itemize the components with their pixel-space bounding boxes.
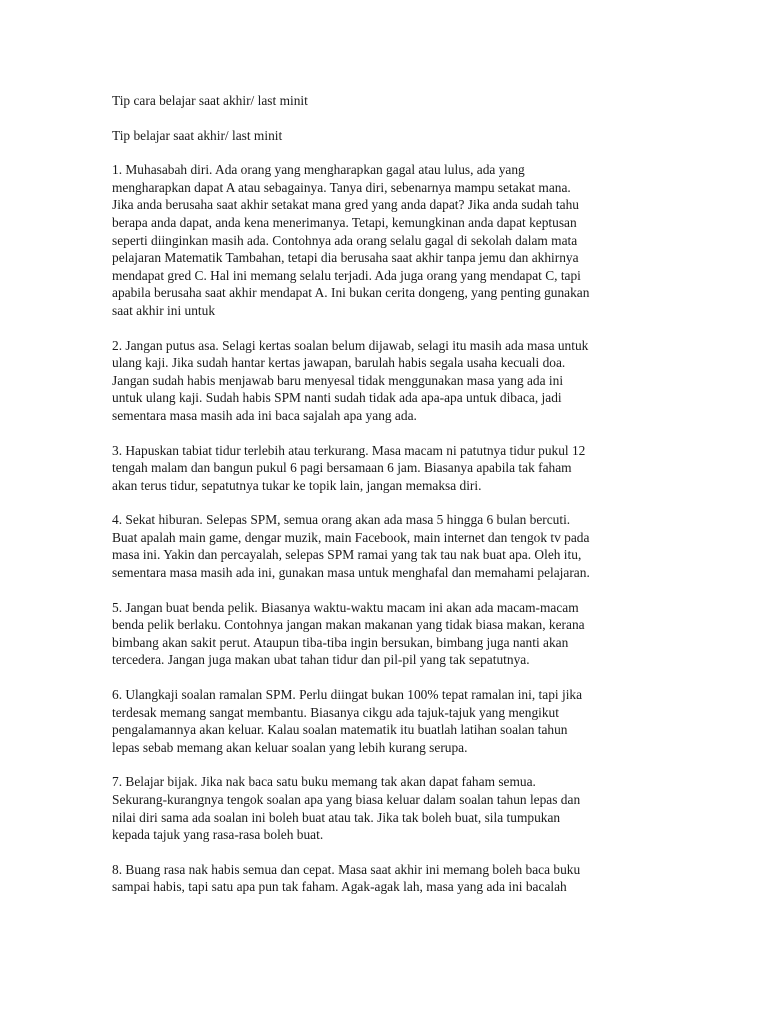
paragraph <box>112 599 660 669</box>
paragraph-line: 8. Buang rasa nak habis semua dan cepat. Masa saat akhir ini memang boleh baca buku <box>112 861 581 877</box>
paragraph-line: lepas sebab memang akan keluar soalan yang lebih kurang serupa. <box>112 739 468 755</box>
paragraph-line: 1. Muhasabah diri. Ada orang yang mengharapkan gagal atau lulus, ada yang <box>112 162 525 178</box>
paragraph <box>112 161 660 319</box>
paragraph-line: benda pelik berlaku. Contohnya jangan makan makanan yang tidak biasa makan, kerana <box>112 617 585 633</box>
paragraph-line: untuk ulang kaji. Sudah habis SPM nanti sudah tidak ada apa-apa untuk dibaca, jadi <box>112 390 562 406</box>
paragraph-line: Jika anda berusaha saat akhir setakat mana gred yang anda dapat? Jika anda sudah tahu <box>112 197 579 213</box>
paragraph-line: 6. Ulangkaji soalan ramalan SPM. Perlu diingat bukan 100% tepat ramalan ini, tapi jika <box>112 687 583 703</box>
paragraph-line: tercedera. Jangan juga makan ubat tahan tidur dan pil-pil yang tak sepatutnya. <box>112 652 530 668</box>
paragraph-line: sementara masa masih ada ini, gunakan masa untuk menghafal dan memahami pelajaran. <box>112 565 590 581</box>
paragraph-line: pelajaran Matematik Tambahan, tetapi dia berusaha saat akhir tanpa jemu dan akhirnya <box>112 250 579 266</box>
document-title: Tip cara belajar saat akhir/ last minit <box>112 93 308 108</box>
paragraph-line: Jangan sudah habis menjawab baru menyesal tidak menggunakan masa yang ada ini <box>112 372 564 388</box>
paragraph-line: berapa anda dapat, anda kena menerimanya. Tetapi, kemungkinan anda dapat keptusan <box>112 214 577 230</box>
paragraph-line: 4. Sekat hiburan. Selepas SPM, semua orang akan ada masa 5 hingga 6 bulan bercuti. <box>112 512 571 528</box>
paragraph-line: bimbang akan sakit perut. Ataupun tiba-tiba ingin bersukan, bimbang juga nanti akan <box>112 634 569 650</box>
paragraph-line: nilai diri sama ada soalan ini boleh buat atau tak. Jika tak boleh buat, sila tumpukan <box>112 809 561 825</box>
paragraph-line: pengalamannya akan keluar. Kalau soalan matematik itu buatlah latihan soalan tahun <box>112 722 568 738</box>
paragraph-line: ulang kaji. Jika sudah hantar kertas jawapan, barulah habis segala usaha kecuali doa. <box>112 355 566 371</box>
paragraph <box>112 511 660 581</box>
paragraph-line: tengah malam dan bangun pukul 6 pagi bersamaan 6 jam. Biasanya apabila tak faham <box>112 460 572 476</box>
document-body <box>112 161 660 896</box>
paragraph-line: mendapat gred C. Hal ini memang selalu terjadi. Ada juga orang yang mendapat C, tapi <box>112 267 581 283</box>
paragraph-line: apabila berusaha saat akhir mendapat A. Ini bukan cerita dongeng, yang penting gunakan <box>112 285 590 301</box>
paragraph-line: sementara masa masih ada ini baca sajalah apa yang ada. <box>112 407 417 423</box>
paragraph-line: 7. Belajar bijak. Jika nak baca satu buku memang tak akan dapat faham semua. <box>112 774 536 790</box>
paragraph <box>112 442 660 495</box>
paragraph-line: masa ini. Yakin dan percayalah, selepas SPM ramai yang tak tau nak buat apa. Oleh itu, <box>112 547 582 563</box>
paragraph-line: 5. Jangan buat benda pelik. Biasanya waktu-waktu macam ini akan ada macam-macam <box>112 599 579 615</box>
paragraph-line: kepada tajuk yang rasa-rasa boleh buat. <box>112 827 324 843</box>
paragraph-line: akan terus tidur, sepatutnya tukar ke topik lain, jangan memaksa diri. <box>112 477 482 493</box>
paragraph <box>112 686 660 756</box>
paragraph-line: saat akhir ini untuk <box>112 302 216 318</box>
paragraph-line: Buat apalah main game, dengar muzik, main Facebook, main internet dan tengok tv pada <box>112 529 590 545</box>
document-page <box>112 92 660 913</box>
document-subtitle: Tip belajar saat akhir/ last minit <box>112 127 283 143</box>
paragraph-line: seperti diinginkan masih ada. Contohnya ada orang selalu gagal di sekolah dalam mata <box>112 232 578 248</box>
paragraph <box>112 861 660 896</box>
paragraph-line: terdesak memang sangat membantu. Biasanya cikgu ada tajuk-tajuk yang mengikut <box>112 704 559 720</box>
paragraph <box>112 337 660 425</box>
paragraph-line: 2. Jangan putus asa. Selagi kertas soalan belum dijawab, selagi itu masih ada masa untuk <box>112 337 589 353</box>
paragraph-line: mengharapkan dapat A atau sebagainya. Tanya diri, sebenarnya mampu setakat mana. <box>112 179 571 195</box>
paragraph-line: 3. Hapuskan tabiat tidur terlebih atau terkurang. Masa macam ni patutnya tidur pukul 12 <box>112 442 586 458</box>
paragraph-line: sampai habis, tapi satu apa pun tak faham. Agak-agak lah, masa yang ada ini bacalah <box>112 879 567 895</box>
paragraph-line: Sekurang-kurangnya tengok soalan apa yang biasa keluar dalam soalan tahun lepas dan <box>112 792 581 807</box>
paragraph <box>112 773 660 843</box>
